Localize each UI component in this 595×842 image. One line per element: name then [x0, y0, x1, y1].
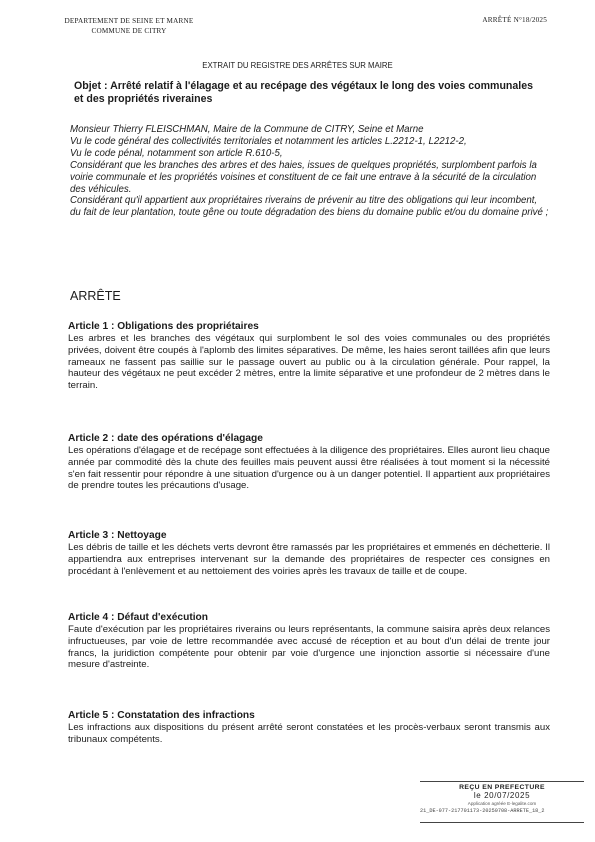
stamp-date: le 20/07/2025	[473, 791, 531, 800]
article-text: Les arbres et les branches des végétaux qui surplombent le sol des voies communales ou des propriétés privées, doivent être coupés à l'aplomb des limites séparatives. De même, les haies seront taillées afin que leurs rameaux ne fassent pas saillie sur le passage ouvert au public ou à la circulation générale. Pour rappel, la hauteur des végétaux ne peut excéder 2 mètres, entre la limite séparative et une profondeur de 2 mètres dans le terrain.	[68, 333, 550, 392]
preamble-vu-code-penal: Vu le code pénal, notamment son article R.610-5,	[70, 147, 283, 159]
extrait-heading: EXTRAIT DU REGISTRE DES ARRÊTES SUR MAIRE	[202, 61, 393, 70]
stamp-app: Application agréée E-legalite.com	[467, 801, 537, 806]
article-2	[68, 432, 550, 492]
stamp-reference: 21_DE-077-217701173-20250708-ARRETE_18_2	[420, 808, 545, 814]
article-text: Les opérations d'élagage et de recépage sont effectuées à la diligence des propriétaires. Elles auront lieu chaque année par commodité dès la chute des feuilles mais peuvent aussi être réalisées à tout moment si la nécessité s'en fait ressentir pour répondre à une situation d'urgence ou à un danger potentiel. Il appartient aux propriétaires de prendre toutes les précautions d'usage.	[68, 445, 550, 492]
arrete-number: ARRÊTÉ N°18/2025	[482, 16, 547, 24]
article-title: Article 2 : date des opérations d'élagage	[68, 433, 263, 444]
article-1	[68, 320, 550, 392]
prefecture-stamp	[420, 781, 584, 823]
header-left	[44, 16, 214, 36]
article-text: Les infractions aux dispositions du présent arrêté seront constatées et les procès-verbaux seront transmis aux tribunaux compétents.	[68, 722, 550, 745]
objet-title: Objet : Arrêté relatif à l'élagage et au recépage des végétaux le long des voies communales et des propriétés riveraines	[74, 80, 534, 105]
article-text: Faute d'exécution par les propriétaires riverains ou leurs représentants, la commune saisira après deux relances infructueuses, par voie de lettre recommandée avec accusé de réception et au bout d'un délai de trente jour francs, la juridiction compétente pour obtenir par voie d'urgence une injonction assortie si nécessaire d'une mesure d'astreinte.	[68, 624, 550, 671]
preamble-considerant-1: Considérant que les branches des arbres et des haies, issues de quelques propriétés, surplombent parfois la voirie communale et les propriétés voisines et constituent de ce fait une entrave à la sécurité de la circulation des véhicules.	[70, 159, 537, 195]
preamble-considerant-2: Considérant qu'il appartient aux propriétaires riverains de prévenir au titre des obligations qui leur incombent, du fait de leur plantation, toute gêne ou toute dégradation des biens du domaine public et/ou du domaine privé ;	[70, 195, 549, 219]
commune-name: COMMUNE DE CITRY	[91, 27, 167, 35]
preamble-mayor: Monsieur Thierry FLEISCHMAN, Maire de la Commune de CITRY, Seine et Marne	[70, 124, 424, 135]
article-text: Les débris de taille et les déchets verts devront être ramassés par les propriétaires et emmenés en déchetterie. Il appartiendra aux entreprises intervenant sur la demande des propriétaires de respecter ces consignes en procédant à l'enlèvement et au nettoiement des voiries après les travaux de taille et de coupe.	[68, 542, 550, 577]
preamble	[70, 124, 550, 219]
article-4	[68, 611, 550, 671]
article-title: Article 3 : Nettoyage	[68, 530, 167, 541]
department-name: DEPARTEMENT DE SEINE ET MARNE	[64, 17, 194, 25]
arrete-heading: ARRÊTE	[70, 289, 121, 303]
article-3	[68, 529, 550, 577]
article-title: Article 1 : Obligations des propriétaires	[68, 321, 259, 332]
article-title: Article 5 : Constatation des infractions	[68, 710, 255, 721]
stamp-title: REÇU EN PREFECTURE	[459, 784, 545, 791]
article-5	[68, 709, 550, 746]
article-title: Article 4 : Défaut d'exécution	[68, 612, 208, 623]
preamble-vu-cgct: Vu le code général des collectivités territoriales et notamment les articles L.2212-1, L2212-2,	[70, 135, 467, 147]
